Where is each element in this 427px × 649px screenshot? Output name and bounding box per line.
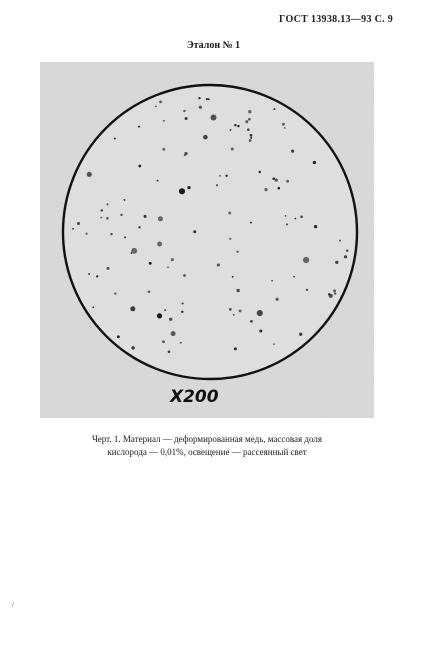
- inclusion-particle: [101, 209, 103, 211]
- inclusion-particle: [259, 171, 261, 173]
- inclusion-particle: [158, 216, 163, 221]
- inclusion-particle: [272, 177, 275, 180]
- inclusion-particle: [228, 212, 231, 215]
- inclusion-particle: [157, 313, 162, 318]
- inclusion-particle: [273, 343, 275, 345]
- inclusion-particle: [229, 238, 231, 240]
- inclusion-particle: [286, 180, 289, 183]
- inclusion-particle: [157, 242, 162, 247]
- inclusion-particle: [328, 293, 330, 295]
- inclusion-particle: [271, 280, 273, 282]
- inclusion-particle: [286, 223, 288, 225]
- inclusion-particle: [257, 310, 263, 316]
- inclusion-particle: [181, 311, 183, 313]
- inclusion-particle: [295, 218, 297, 220]
- inclusion-particle: [85, 233, 87, 235]
- inclusion-particle: [229, 129, 231, 131]
- inclusion-particle: [88, 273, 90, 275]
- inclusion-particle: [77, 222, 80, 225]
- inclusion-particle: [250, 137, 252, 139]
- inclusion-particle: [106, 203, 108, 205]
- inclusion-particle: [180, 342, 182, 344]
- inclusion-particle: [211, 115, 217, 121]
- inclusion-particle: [131, 248, 137, 254]
- inclusion-particle: [167, 266, 169, 268]
- inclusion-particle: [157, 180, 159, 182]
- inclusion-particle: [149, 262, 152, 265]
- inclusion-particle: [171, 258, 174, 261]
- inclusion-particle: [164, 309, 166, 311]
- caption-line-1: Черт. 1. Материал — деформированная медь, массовая доля: [91, 434, 323, 444]
- inclusion-particle: [114, 138, 116, 140]
- inclusion-particle: [248, 118, 251, 121]
- inclusion-particle: [148, 291, 151, 294]
- inclusion-particle: [313, 161, 316, 164]
- inclusion-particle: [273, 108, 275, 110]
- inclusion-particle: [293, 276, 295, 278]
- inclusion-particle: [275, 179, 278, 182]
- inclusion-particle: [291, 149, 294, 152]
- inclusion-particle: [179, 188, 185, 194]
- inclusion-particle: [276, 298, 279, 301]
- micrograph-image: [40, 62, 374, 418]
- inclusion-particle: [264, 188, 267, 191]
- inclusion-particle: [333, 289, 336, 292]
- inclusion-particle: [182, 303, 184, 305]
- inclusion-particle: [236, 289, 239, 292]
- inclusion-particle: [339, 240, 341, 242]
- inclusion-particle: [120, 214, 122, 216]
- inclusion-particle: [159, 101, 162, 104]
- inclusion-particle: [199, 106, 202, 109]
- inclusion-particle: [306, 289, 308, 291]
- inclusion-particle: [248, 110, 251, 113]
- inclusion-particle: [234, 124, 236, 126]
- inclusion-particle: [250, 222, 252, 224]
- figure-caption: [40, 433, 374, 459]
- inclusion-particle: [346, 250, 348, 252]
- inclusion-particle: [187, 186, 190, 189]
- inclusion-particle: [225, 175, 227, 177]
- inclusion-particle: [193, 230, 196, 233]
- inclusion-particle: [184, 152, 187, 155]
- caption-line-2: кислорода — 0,01%, освещение — рассеянный свет: [107, 447, 307, 457]
- inclusion-particle: [155, 106, 157, 108]
- page-header: [279, 14, 393, 25]
- inclusion-particle: [250, 320, 253, 323]
- inclusion-particle: [198, 97, 200, 99]
- inclusion-particle: [138, 165, 141, 168]
- inclusion-particle: [183, 110, 185, 112]
- inclusion-particle: [123, 199, 125, 201]
- margin-mark: /: [12, 600, 15, 609]
- inclusion-particle: [299, 333, 302, 336]
- magnification-label: X200: [170, 387, 219, 407]
- inclusion-particle: [138, 226, 140, 228]
- inclusion-particle: [250, 134, 253, 137]
- inclusion-particle: [124, 236, 126, 238]
- inclusion-particle: [114, 292, 116, 294]
- inclusion-particle: [110, 233, 112, 235]
- inclusion-particle: [130, 306, 135, 311]
- standard-number: ГОСТ 13938.13—93: [279, 14, 372, 25]
- inclusion-particle: [231, 148, 234, 151]
- inclusion-particle: [92, 306, 94, 308]
- inclusion-particle: [162, 340, 165, 343]
- inclusion-particle: [185, 117, 188, 120]
- inclusion-particle: [344, 255, 347, 258]
- inclusion-particle: [163, 120, 165, 122]
- inclusion-particle: [259, 330, 262, 333]
- inclusion-particle: [285, 215, 287, 217]
- inclusion-particle: [249, 139, 252, 142]
- inclusion-particle: [100, 217, 102, 219]
- inclusion-particle: [314, 225, 317, 228]
- inclusion-particle: [203, 135, 208, 140]
- inclusion-particle: [303, 257, 309, 263]
- inclusion-particle: [245, 120, 248, 123]
- inclusion-particle: [106, 217, 109, 220]
- inclusion-particle: [183, 274, 186, 277]
- inclusion-particle: [171, 331, 176, 336]
- inclusion-particle: [216, 184, 218, 186]
- inclusion-particle: [236, 251, 238, 253]
- micrograph-figure: [40, 62, 374, 418]
- inclusion-particle: [72, 228, 74, 230]
- inclusion-particle: [229, 308, 232, 311]
- field-of-view-ring: [63, 85, 357, 379]
- inclusion-particle: [144, 215, 147, 218]
- inclusion-particle: [233, 314, 235, 316]
- inclusion-particle: [206, 98, 208, 100]
- inclusion-particle: [138, 126, 140, 128]
- inclusion-particle: [282, 123, 285, 126]
- page-number: С. 9: [374, 14, 393, 25]
- inclusion-particle: [234, 347, 237, 350]
- inclusion-particle: [169, 318, 172, 321]
- inclusion-particle: [300, 216, 303, 219]
- inclusion-particle: [96, 275, 98, 277]
- inclusion-particle: [208, 98, 210, 100]
- inclusion-particle: [217, 263, 220, 266]
- inclusion-particle: [334, 292, 336, 294]
- inclusion-particle: [131, 346, 134, 349]
- inclusion-particle: [278, 187, 281, 190]
- inclusion-particle: [168, 350, 171, 353]
- inclusion-particle: [232, 276, 234, 278]
- inclusion-particle: [247, 128, 250, 131]
- inclusion-particle: [162, 148, 165, 151]
- inclusion-particle: [239, 309, 242, 312]
- inclusion-particle: [87, 172, 92, 177]
- inclusion-particle: [219, 175, 221, 177]
- inclusion-particle: [335, 261, 338, 264]
- inclusion-particle: [237, 125, 239, 127]
- inclusion-particle: [107, 267, 110, 270]
- inclusion-particle: [117, 335, 120, 338]
- standard-sample-title: Эталон № 1: [186, 40, 241, 51]
- inclusion-particle: [284, 127, 286, 129]
